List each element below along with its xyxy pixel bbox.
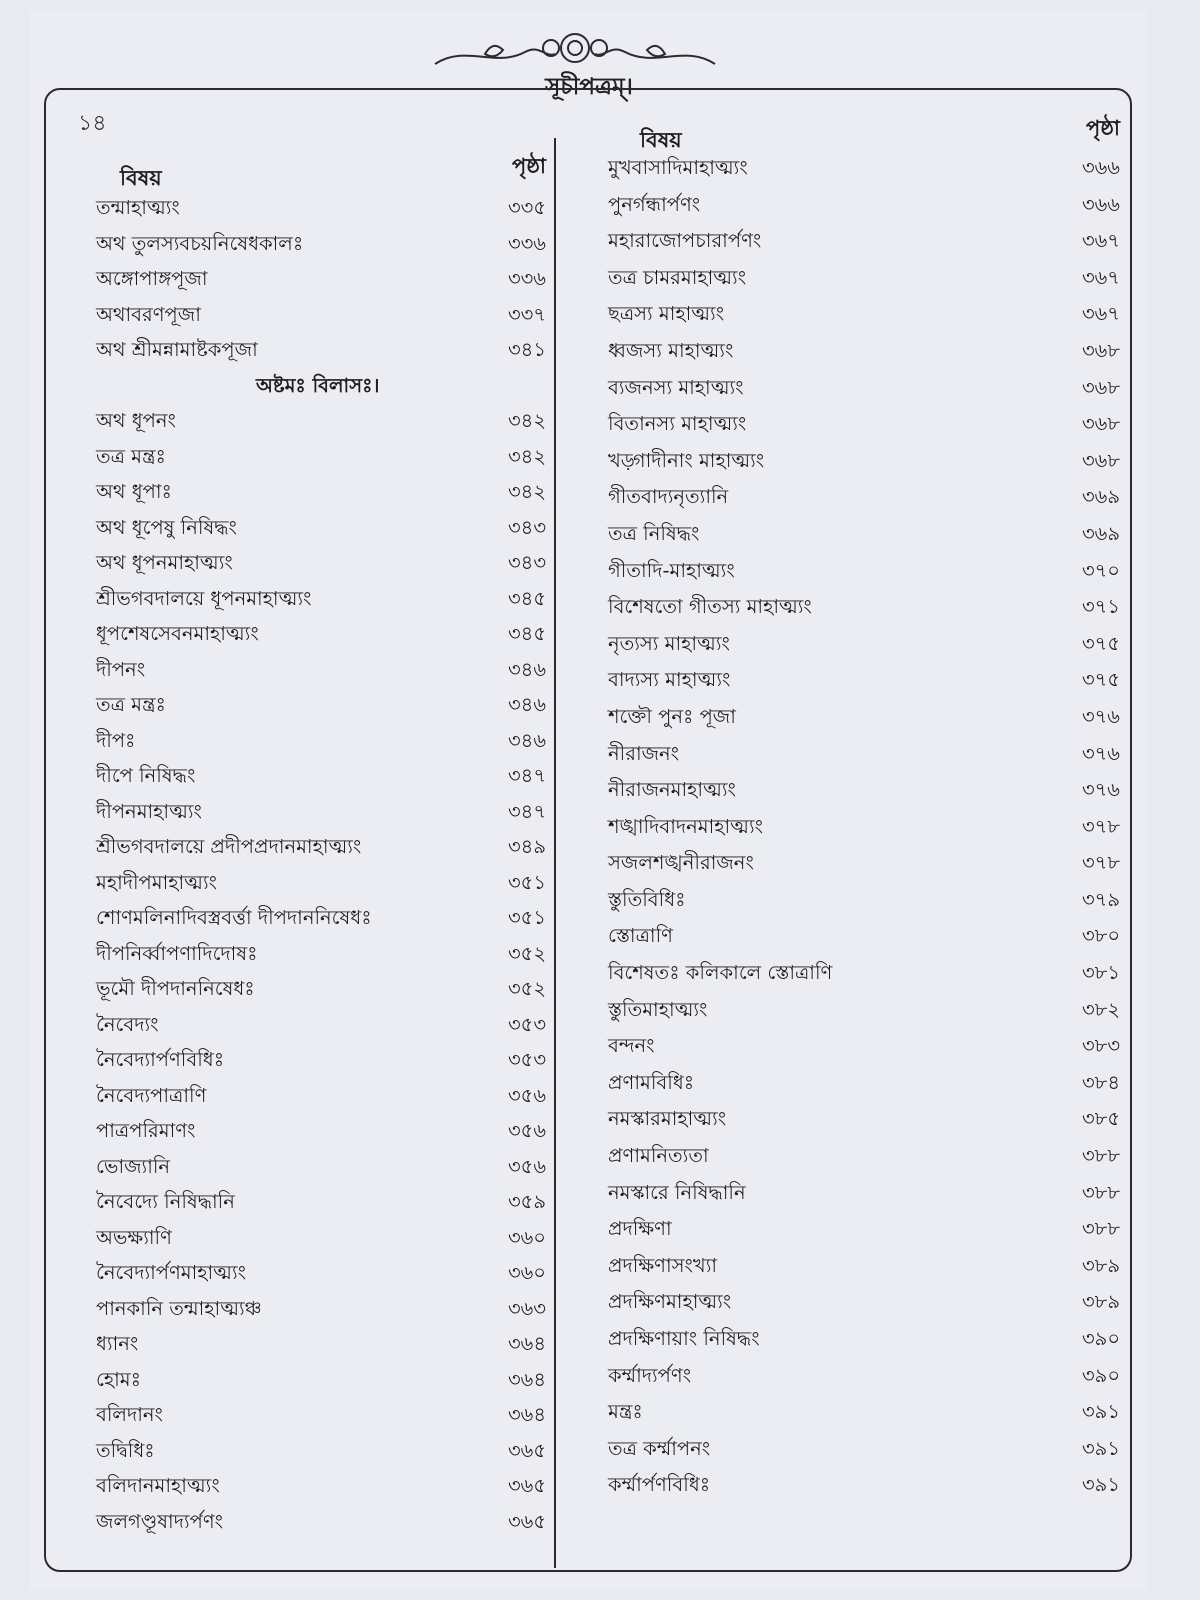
entry-page-number: ৩৮২ [1081,997,1120,1021]
entry-page-number: ৩৬৯ [1081,521,1120,545]
entry-subject: দীপঃ [96,728,136,752]
entry-page-number: ৩৬৫ [507,1474,546,1497]
toc-entry [600,1284,1120,1321]
toc-entry [96,1042,546,1078]
entry-subject: তত্র মন্ত্রঃ [96,693,166,716]
entry-subject: মুখবাসাদিমাহাত্ম্যং [608,156,748,179]
entry-subject: প্রদক্ষিণমাহাত্ম্যং [608,1290,732,1314]
toc-entry [96,297,546,333]
entry-page-number: ৩৮১ [1082,961,1120,985]
entry-subject: তদ্বিধিঃ [96,1438,155,1462]
toc-entry [600,296,1120,333]
toc-entry [96,794,546,830]
entry-page-number: ৩৩৬ [507,231,546,255]
entry-subject: দীপনমাহাত্ম্যং [96,799,202,823]
toc-entry [600,370,1120,407]
entry-page-number: ৩৬৫ [507,1509,546,1533]
entry-subject: অথ ধূপাঃ [96,480,172,503]
entry-page-number: ৩৯০ [1081,1363,1120,1387]
entry-subject: প্রদক্ষিণায়াং নিষিদ্ধং [608,1327,760,1350]
entry-page-number: ৩৬৪ [507,1332,546,1355]
toc-entry [96,403,546,439]
entry-subject: মহাদীপমাহাত্ম্যং [96,870,218,894]
toc-entry [600,626,1120,663]
entry-subject: ভূমৌ দীপদাননিষেধঃ [96,977,255,1000]
entry-subject: ছত্রস্য মাহাত্ম্যং [608,302,725,326]
toc-entry [600,699,1120,736]
entry-page-number: ৩৬৮ [1081,448,1120,472]
toc-entry [96,687,546,723]
entry-subject: নমস্কারে নিষিদ্ধানি [608,1180,746,1204]
entry-subject: নীরাজনমাহাত্ম্যং [608,778,736,802]
entry-subject: বলিদানং [96,1403,163,1426]
left-column-header [96,150,546,190]
entry-subject: পাত্রপরিমাণং [96,1119,196,1142]
toc-entry [96,1326,546,1362]
entry-page-number: ৩৬৬ [1081,192,1120,216]
entry-subject: শ্রীভগবদালয়ে প্রদীপপ্রদানমাহাত্ম্যং [96,835,362,858]
entry-subject: তত্র চামরমাহাত্ম্যং [608,265,747,289]
right-column [600,110,1120,1504]
page-number: ১৪ [78,111,107,136]
entry-subject: কর্ম্মার্পণবিধিঃ [608,1473,711,1497]
entry-subject: বিশেষতঃ কলিকালে স্তোত্রাণি [608,961,833,985]
entry-page-number: ৩৯১ [1082,1436,1120,1460]
entry-subject: অথ ধূপনং [96,409,176,432]
entry-subject: পানকানি তন্মাহাত্ম্যঞ্চ [96,1296,262,1320]
entry-page-number: ৩৮৪ [1082,1070,1120,1094]
entry-page-number: ৩৬৮ [1081,338,1120,362]
entry-page-number: ৩৪৯ [508,835,546,858]
entry-subject: প্রদক্ষিণা [608,1217,672,1241]
toc-entry [96,865,546,901]
entry-page-number: ৩৮৩ [1081,1034,1120,1058]
entry-page-number: ৩৭৫ [1081,668,1120,692]
entry-page-number: ৩৪৬ [507,657,546,681]
entry-subject: গীতবাদ্যনৃত্যানি [608,485,729,509]
entry-subject: অভক্ষ্যাণি [96,1225,172,1249]
entry-page-number: ৩৬৩ [507,1296,546,1320]
toc-entry [96,1291,546,1327]
entry-page-number: ৩৭১ [1081,595,1120,619]
entry-subject: স্তোত্রাণি [608,924,673,948]
entry-page-number: ৩৪২ [507,444,546,468]
toc-entry [96,971,546,1007]
toc-entry [96,652,546,688]
page-title: সূচীপত্রম্। [30,68,1148,107]
entry-subject: শোণমলিনাদিবস্ত্রবর্ত্তা দীপদাননিষেধঃ [96,906,372,929]
right-column-header [600,110,1120,150]
entry-subject: শঙ্খাদিবাদনমাহাত্ম্যং [608,814,763,838]
entry-subject: নৈবেদ্যং [96,1012,159,1036]
entry-subject: ধূপশেষসেবনমাহাত্ম্যং [96,622,259,645]
toc-entry [96,829,546,865]
entry-subject: অথ তুলস্যবচয়নিষেধকালঃ [96,231,304,255]
entry-page-number: ৩৩৭ [507,302,546,326]
toc-entry [600,589,1120,626]
entry-page-number: ৩৪২ [507,409,546,432]
toc-entry [96,1149,546,1185]
entry-page-number: ৩৭৮ [1081,814,1120,838]
subject-heading: বিষয় [640,128,682,152]
entry-page-number: ৩৪৩ [507,551,546,574]
entry-subject: দীপনং [96,657,146,681]
entry-page-number: ৩৬৬ [1081,156,1120,179]
entry-page-number: ৩৫২ [507,941,546,965]
entry-page-number: ৩৫১ [508,870,546,894]
toc-entry [600,223,1120,260]
toc-entry [600,260,1120,297]
toc-entry [96,545,546,581]
entry-subject: নৈবেদ্যার্পণবিধিঃ [96,1048,225,1071]
toc-entry [96,1362,546,1398]
entry-subject: প্রণামনিত্যতা [608,1144,709,1168]
entry-subject: শক্তৌ পুনঃ পূজা [608,704,736,728]
section-heading [96,368,546,404]
entry-subject: হোমঃ [96,1367,142,1391]
entry-subject: তত্র মন্ত্রঃ [96,444,166,468]
entry-page-number: ৩৬৯ [1081,485,1120,509]
entry-page-number: ৩৫১ [508,906,546,929]
toc-entry [600,1101,1120,1138]
toc-entry [96,758,546,794]
entry-subject: ভোজ্যানি [96,1154,171,1178]
entry-page-number: ৩৮৯ [1082,1290,1120,1314]
entry-page-number: ৩৭৬ [1081,741,1120,765]
entry-page-number: ৩৪২ [507,480,546,503]
entry-subject: বন্দনং [608,1034,655,1058]
toc-entry [600,1028,1120,1065]
entry-subject: নৃত্যস্য মাহাত্ম্যং [608,631,730,655]
entry-subject: নৈবেদ্যার্পণমাহাত্ম্যং [96,1261,247,1284]
book-page [30,10,1148,1590]
entry-page-number: ৩৮০ [1081,924,1120,948]
toc-entry [96,439,546,475]
entry-page-number: ৩৬০ [507,1261,546,1284]
entry-page-number: ৩৩৬ [507,267,546,290]
toc-entry [96,332,546,368]
page-heading: পৃষ্ঠা [1085,116,1120,140]
toc-entry [600,553,1120,590]
toc-entry [600,992,1120,1029]
toc-entry [96,1184,546,1220]
toc-entry [96,226,546,262]
entry-subject: অথ ধূপনমাহাত্ম্যং [96,551,233,574]
entry-page-number: ৩৩৫ [507,196,546,219]
entry-page-number: ৩৬৭ [1081,265,1120,289]
entry-subject: দীপে নিষিদ্ধং [96,764,196,787]
toc-entry [96,1433,546,1469]
toc-entry [96,900,546,936]
toc-entry [600,1211,1120,1248]
toc-entry [600,1065,1120,1102]
toc-entry [600,845,1120,882]
toc-entry [96,1113,546,1149]
entry-subject: অথাবরণপূজা [96,302,201,326]
entry-subject: কর্ম্মাদ্যর্পণং [608,1363,692,1387]
floral-ornament-icon [425,24,725,70]
toc-entry [600,1431,1120,1468]
entry-page-number: ৩৪৬ [507,728,546,752]
entry-page-number: ৩৪৬ [507,693,546,716]
toc-entry [600,479,1120,516]
entry-subject: স্তুতিবিধিঃ [608,887,686,911]
toc-entry [600,809,1120,846]
entry-page-number: ৩৪৭ [507,799,546,823]
entry-page-number: ৩৫৬ [507,1154,546,1178]
entry-subject: অথ ধূপেষু নিষিদ্ধং [96,515,237,539]
toc-entry [600,443,1120,480]
entry-page-number: ৩৪৫ [508,622,546,645]
entry-page-number: ৩৮৫ [1082,1107,1120,1131]
toc-entry [600,955,1120,992]
entry-subject: বাদ্যস্য মাহাত্ম্যং [608,668,731,692]
entry-subject: জলগণ্ডূষাদ্যর্পণং [96,1509,224,1533]
entry-page-number: ৩৬৭ [1081,229,1120,253]
entry-subject: বিশেষতো গীতস্য মাহাত্ম্যং [608,595,812,619]
toc-entry [600,882,1120,919]
entry-page-number: ৩৯১ [1082,1400,1120,1424]
toc-entry [600,1394,1120,1431]
entry-page-number: ৩৬৮ [1081,375,1120,399]
entry-page-number: ৩৮৮ [1082,1217,1120,1241]
toc-entry [96,261,546,297]
entry-page-number: ৩৬৮ [1081,412,1120,436]
entry-subject: খড়্গাদীনাং মাহাত্ম্যং [608,448,765,472]
right-entry-list [600,150,1120,1504]
toc-entry [96,190,546,226]
entry-page-number: ৩৮৮ [1082,1144,1120,1168]
subject-heading: বিষয় [120,166,162,190]
entry-subject: তত্র কর্ম্মাপনং [608,1436,711,1460]
entry-page-number: ৩৪১ [508,338,546,361]
entry-page-number: ৩৫৯ [508,1190,546,1213]
entry-subject: ধ্বজস্য মাহাত্ম্যং [608,338,734,362]
entry-subject: ব্যজনস্য মাহাত্ম্যং [608,375,744,399]
toc-entry [600,918,1120,955]
entry-subject: দীপনির্ব্বাপণাদিদোষঃ [96,941,258,965]
entry-subject: নমস্কারমাহাত্ম্যং [608,1107,727,1131]
toc-entry [600,1467,1120,1504]
toc-entry [96,936,546,972]
entry-subject: তন্মাহাত্ম্যং [96,196,180,219]
toc-entry [600,1248,1120,1285]
entry-page-number: ৩৮৯ [1082,1253,1120,1277]
toc-entry [600,736,1120,773]
entry-subject: অথ শ্রীমন্নামাষ্টকপূজা [96,338,258,361]
toc-entry [600,187,1120,224]
entry-page-number: ৩৪৩ [507,515,546,539]
entry-subject: শ্রীভগবদালয়ে ধূপনমাহাত্ম্যং [96,586,312,610]
entry-subject: বলিদানমাহাত্ম্যং [96,1474,220,1497]
entry-page-number: ৩৫৩ [507,1048,546,1071]
entry-page-number: ৩৭৮ [1081,851,1120,875]
entry-page-number: ৩৮৮ [1082,1180,1120,1204]
toc-entry [96,723,546,759]
entry-subject: অঙ্গোপাঙ্গপূজা [96,267,208,290]
column-divider [554,138,556,1568]
toc-entry [96,1468,546,1504]
entry-subject: প্রণামবিধিঃ [608,1070,695,1094]
entry-subject: ধ্যানং [96,1332,139,1355]
page-heading: পৃষ্ঠা [511,154,546,178]
entry-subject: মহারাজোপচারার্পণং [608,229,762,253]
toc-entry [96,1504,546,1540]
left-column [96,150,546,1539]
entry-page-number: ৩৯০ [1081,1327,1120,1350]
entry-subject: সজলশঙ্খনীরাজনং [608,851,754,875]
entry-subject: নৈবেদ্যে নিষিদ্ধানি [96,1190,235,1213]
entry-subject: নৈবেদ্যপাত্রাণি [96,1083,207,1107]
entry-subject: নীরাজনং [608,741,680,765]
left-entry-list [96,190,546,1539]
entry-page-number: ৩৫৬ [507,1119,546,1142]
toc-entry [96,1078,546,1114]
entry-page-number: ৩৭৫ [1081,631,1120,655]
toc-entry [600,1138,1120,1175]
entry-page-number: ৩৬৭ [1081,302,1120,326]
toc-entry [96,1255,546,1291]
entry-subject: অষ্টমঃ বিলাসঃ। [256,373,380,397]
toc-entry [96,474,546,510]
toc-entry [600,516,1120,553]
toc-entry [600,406,1120,443]
entry-page-number: ৩৬৪ [507,1403,546,1426]
entry-page-number: ৩৫২ [507,977,546,1000]
entry-page-number: ৩৪৫ [508,586,546,610]
toc-entry [96,616,546,652]
entry-page-number: ৩৪৭ [507,764,546,787]
toc-entry [600,1358,1120,1395]
entry-page-number: ৩৭৯ [1081,887,1120,911]
entry-subject: প্রদক্ষিণাসংখ্যা [608,1253,718,1277]
toc-entry [600,662,1120,699]
entry-page-number: ৩৫৩ [507,1012,546,1036]
toc-entry [600,1175,1120,1212]
toc-entry [96,581,546,617]
entry-subject: স্তুতিমাহাত্ম্যং [608,997,708,1021]
entry-page-number: ৩৬৪ [507,1367,546,1391]
entry-page-number: ৩৬০ [507,1225,546,1249]
entry-subject: তত্র নিষিদ্ধং [608,521,700,545]
entry-page-number: ৩৭৬ [1081,778,1120,802]
toc-entry [96,1220,546,1256]
toc-entry [96,510,546,546]
toc-entry [600,333,1120,370]
entry-subject: বিতানস্য মাহাত্ম্যং [608,412,747,436]
entry-page-number: ৩৫৬ [507,1083,546,1107]
toc-entry [600,772,1120,809]
entry-subject: পুনর্গন্ধার্পণং [608,192,701,216]
toc-entry [96,1397,546,1433]
toc-entry [96,1007,546,1043]
entry-subject: মন্ত্রঃ [608,1400,643,1424]
entry-page-number: ৩৯১ [1082,1473,1120,1497]
entry-page-number: ৩৬৫ [507,1438,546,1462]
toc-entry [600,1321,1120,1358]
entry-page-number: ৩৭০ [1081,558,1120,582]
entry-subject: গীতাদি-মাহাত্ম্যং [608,558,735,582]
toc-entry [600,150,1120,187]
entry-page-number: ৩৭৬ [1081,704,1120,728]
